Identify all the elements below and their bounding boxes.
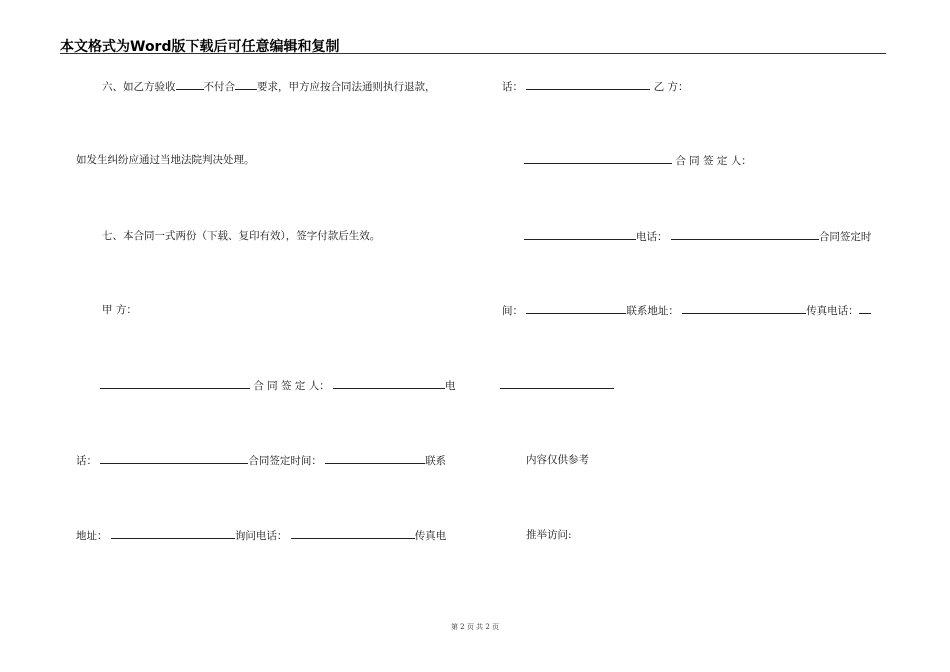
party-b-address-row: [502, 303, 871, 318]
footer-text: 页: [492, 623, 500, 631]
party-b-signer-row: [524, 153, 752, 168]
page-footer: [0, 622, 950, 632]
footer-text: 第: [450, 623, 458, 631]
address-label: 地址：: [76, 530, 108, 542]
blank-field: [100, 453, 248, 464]
phone-label: 电话：: [636, 231, 668, 243]
clause-seven: 七、本合同一式两份（下载、复印有效），签字付款后生效。: [102, 230, 381, 242]
contact-label-start: 联系: [425, 455, 447, 467]
fax-label: 传真电话：: [806, 305, 859, 317]
party-a-signer-row: [100, 378, 456, 393]
blank-field: [333, 378, 445, 389]
footer-text: 页 共: [466, 623, 484, 631]
blank-field: [100, 378, 250, 389]
blank-field: [111, 528, 235, 539]
party-a-phone-row: [76, 453, 446, 468]
blank-field: [682, 303, 806, 314]
fax-label-start: 传真电: [414, 530, 447, 542]
blank-field: [291, 528, 415, 539]
date-label-end: 间：: [502, 305, 523, 317]
reference-note: 内容仅供参考: [526, 454, 589, 466]
party-b-phone-row: [524, 229, 871, 244]
blank-field: [526, 79, 650, 90]
blank-field: [859, 303, 871, 314]
blank-field: [671, 229, 819, 240]
phone-label-end: 话：: [502, 81, 523, 93]
footer-total-pages: 2: [485, 623, 490, 631]
signer-label: 合 同 签 定 人：: [253, 380, 330, 392]
phone-label-start: 电: [445, 380, 456, 392]
footer-page-number: 2: [460, 623, 465, 631]
page-header-title: 本文格式为Word版下载后可任意编辑和复制: [60, 39, 340, 55]
recommend-visit: 推举访问:: [526, 529, 572, 541]
blank-field: [325, 453, 425, 464]
signer-label: 合 同 签 定 人：: [675, 155, 752, 167]
clause-six-continuation: 如发生纠纷应通过当地法院判决处理。: [76, 154, 255, 166]
party-a-address-row: [76, 528, 446, 543]
blank-field: [500, 378, 614, 389]
clause-six-text-c: 要求，甲方应按合同法通则执行退款，: [257, 81, 436, 93]
clause-six-text-b: 不付合: [203, 81, 235, 93]
right-phone-party-b-row: [502, 79, 689, 94]
phone-label-end: 话：: [76, 455, 97, 467]
inquiry-phone-label: 询问电话：: [234, 530, 288, 542]
header-rule: [60, 53, 886, 54]
blank-field: [235, 79, 257, 90]
sign-date-label: 合同签定时间：: [248, 455, 322, 467]
blank-field: [526, 303, 626, 314]
party-b-label: 乙 方：: [653, 81, 689, 93]
clause-six: [102, 79, 436, 94]
sign-date-label-start: 合同签定时: [818, 231, 872, 243]
party-a-label: 甲 方：: [102, 304, 137, 316]
blank-field: [176, 79, 204, 90]
blank-field: [524, 153, 672, 164]
party-b-fax-blank-row: [500, 378, 614, 393]
contact-address-label: 联系地址：: [626, 305, 679, 317]
blank-field: [524, 229, 636, 240]
clause-six-text-a: 六、如乙方验收: [102, 81, 176, 93]
